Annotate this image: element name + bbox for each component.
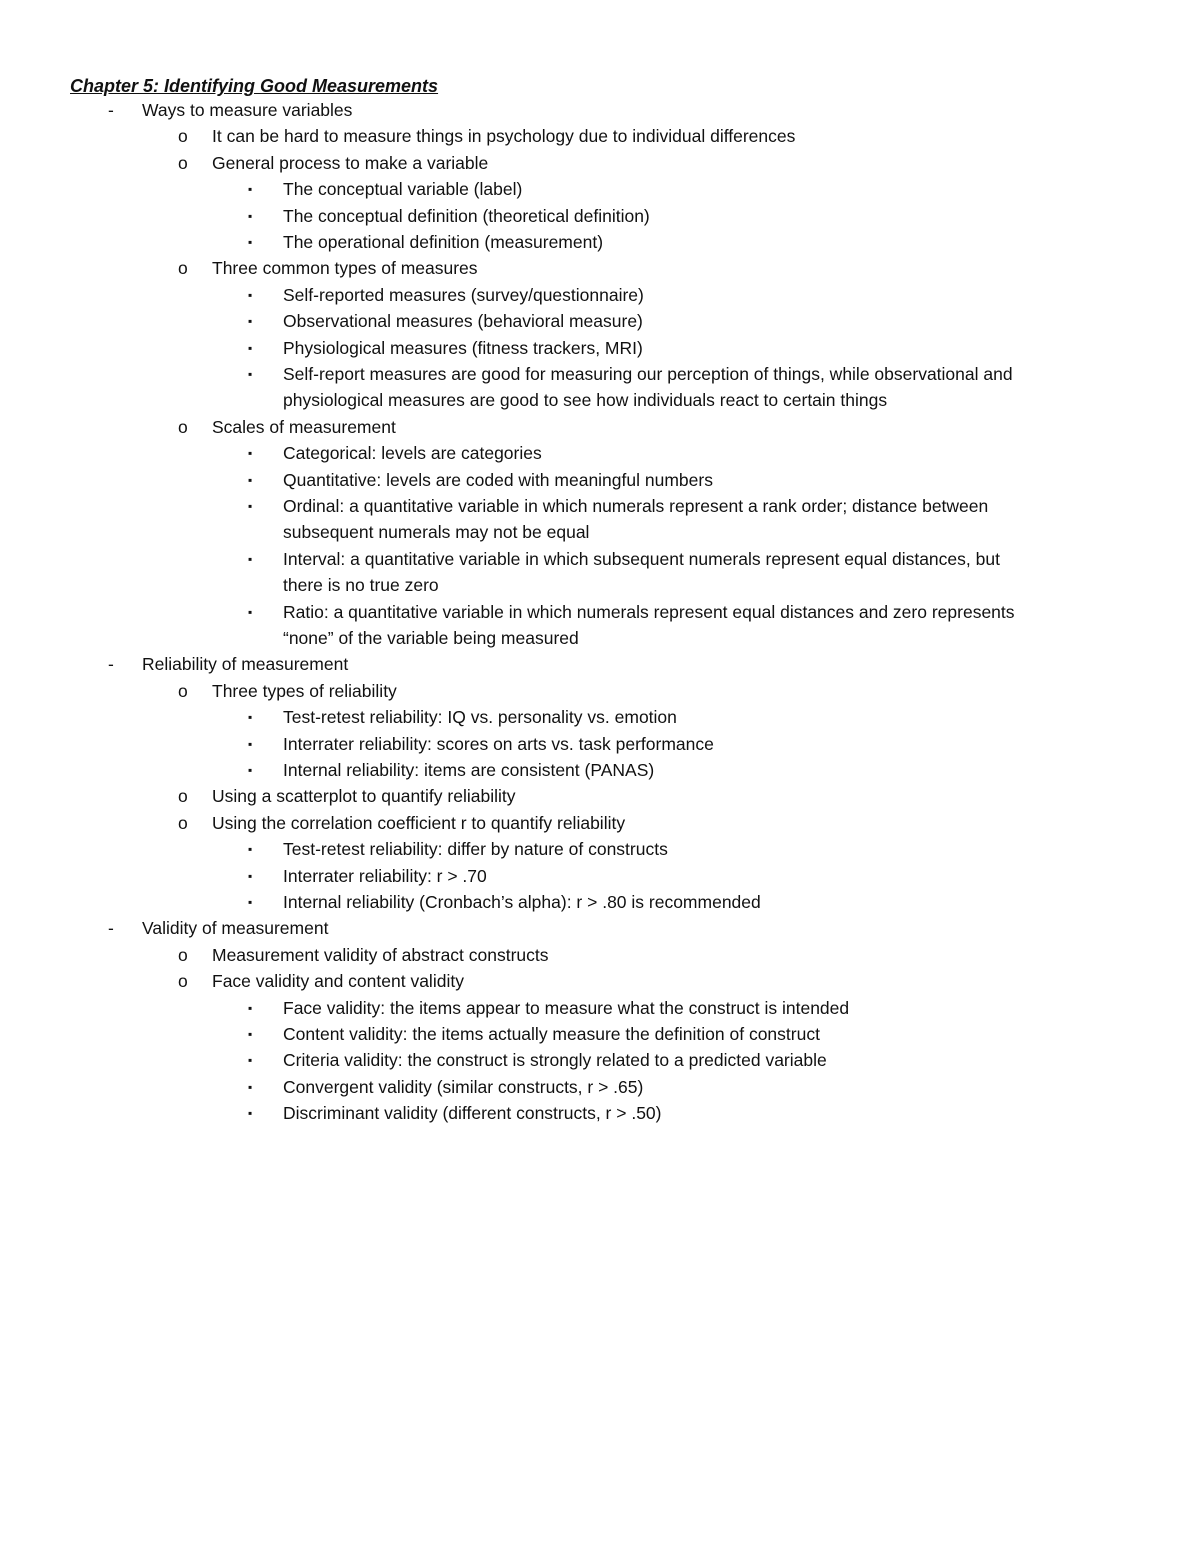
list-item-level-3: Face validity: the items appear to measure what the construct is intended [283,997,850,1018]
circle-bullet: o [178,786,188,807]
square-bullet-icon: ▪ [248,842,253,857]
square-bullet-icon: ▪ [248,604,253,619]
list-item-continuation: “none” of the variable being measured [283,628,579,648]
dash-bullet: - [108,654,114,675]
circle-bullet: o [178,416,188,437]
list-item-level-3: The operational definition (measurement) [283,232,604,252]
list-item-level-3: Test-retest reliability: IQ vs. personality vs. emotion [283,707,677,728]
list-item-level-2: General process to make a variable [212,152,489,173]
list-item-level-3: Categorical: levels are categories [283,443,542,464]
square-bullet-icon: ▪ [248,763,253,777]
list-item-level-3: Observational measures (behavioral measure) [283,311,643,332]
circle-bullet: o [178,812,188,833]
circle-bullet: o [178,152,188,173]
dash-bullet: - [108,100,114,120]
list-item-level-2: Face validity and content validity [212,971,464,992]
square-bullet-icon: ▪ [248,235,253,249]
square-bullet-icon: ▪ [248,472,253,487]
list-item-level-2: Using a scatterplot to quantify reliability [212,786,516,807]
list-item-level-3: Test-retest reliability: differ by nature of constructs [283,839,668,860]
list-item-level-2: Scales of measurement [212,416,396,437]
circle-bullet: o [178,944,188,965]
list-item-level-3: Self-report measures are good for measuring our perception of things, while observational and [283,364,1013,384]
square-bullet-icon: ▪ [248,1053,253,1068]
list-item-level-3: Interrater reliability: scores on arts vs. task performance [283,733,714,754]
list-item-level-3: Criteria validity: the construct is strongly related to a predicted variable [283,1050,827,1071]
square-bullet-icon: ▪ [248,367,253,381]
square-bullet-icon: ▪ [248,551,253,566]
square-bullet-icon: ▪ [248,314,253,329]
document-title: Chapter 5: Identifying Good Measurements [70,76,439,96]
square-bullet-icon: ▪ [248,340,253,355]
square-bullet-icon: ▪ [248,1027,253,1041]
list-item-level-3: Quantitative: levels are coded with meaningful numbers [283,469,713,490]
list-item-level-2: Three types of reliability [212,680,397,701]
list-item-level-3: Convergent validity (similar constructs, r > .65) [283,1076,644,1097]
list-item-level-3: Interrater reliability: r > .70 [283,865,487,886]
list-item-level-3: The conceptual variable (label) [283,179,523,200]
square-bullet-icon: ▪ [248,1079,253,1094]
circle-bullet: o [178,126,188,147]
list-item-level-3: Discriminant validity (different constructs, r > .50) [283,1103,662,1124]
square-bullet-icon: ▪ [248,499,253,513]
list-item-continuation: physiological measures are good to see how individuals react to certain things [283,390,888,411]
list-item-continuation: subsequent numerals may not be equal [283,522,590,543]
square-bullet-icon: ▪ [248,208,253,223]
square-bullet-icon: ▪ [248,446,253,461]
list-item-level-3: Content validity: the items actually measure the definition of construct [283,1024,820,1044]
list-item-level-2: Three common types of measures [212,258,478,279]
list-item-level-1: Ways to measure variables [142,100,353,120]
list-item-level-2: Using the correlation coefficient r to quantify reliability [212,812,626,833]
square-bullet-icon: ▪ [248,736,253,751]
list-item-level-3: Physiological measures (fitness trackers, MRI) [283,337,643,358]
list-item-level-3: The conceptual definition (theoretical definition) [283,205,650,226]
circle-bullet: o [178,971,188,992]
square-bullet-icon: ▪ [248,182,253,197]
list-item-level-2: Measurement validity of abstract constructs [212,944,549,965]
square-bullet-icon: ▪ [248,710,253,725]
list-item-level-3: Ratio: a quantitative variable in which numerals represent equal distances and zero represents [283,601,1015,622]
circle-bullet: o [178,258,188,279]
square-bullet-icon: ▪ [248,1106,253,1121]
square-bullet-icon: ▪ [248,895,253,909]
square-bullet-icon: ▪ [248,868,253,883]
square-bullet-icon: ▪ [248,287,253,302]
list-item-continuation: there is no true zero [283,575,439,596]
list-item-level-1: Reliability of measurement [142,654,349,675]
list-item-level-3: Self-reported measures (survey/questionnaire) [283,284,644,305]
list-item-level-3: Internal reliability: items are consistent (PANAS) [283,760,655,780]
list-item-level-1: Validity of measurement [142,918,329,939]
list-item-level-2: It can be hard to measure things in psychology due to individual differences [212,126,796,147]
circle-bullet: o [178,680,188,701]
dash-bullet: - [108,918,114,939]
list-item-level-3: Interval: a quantitative variable in which subsequent numerals represent equal distances, but [283,548,1000,569]
square-bullet-icon: ▪ [248,1000,253,1015]
list-item-level-3: Ordinal: a quantitative variable in which numerals represent a rank order; distance between [283,496,989,516]
list-item-level-3: Internal reliability (Cronbach’s alpha): r > .80 is recommended [283,892,761,912]
